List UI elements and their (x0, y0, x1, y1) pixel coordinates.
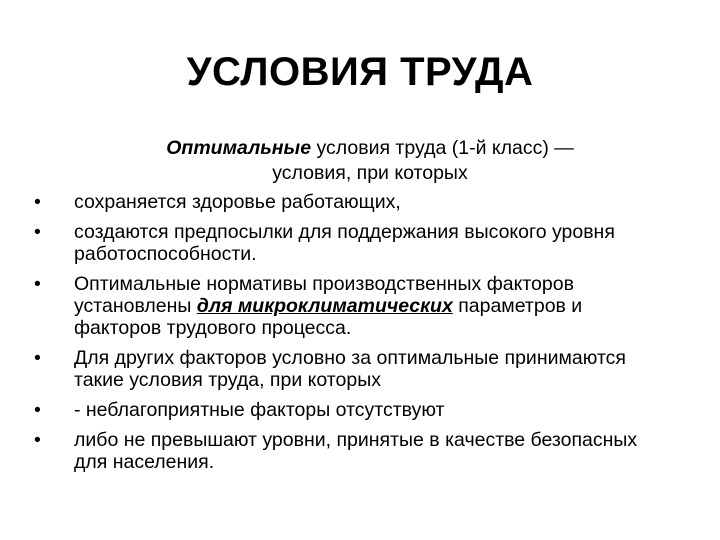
bullet-text-before: Оптимальные нормативы производственных факторов установлены (74, 273, 574, 317)
bullet-text: сохраняется здоровье работающих, (74, 191, 401, 213)
bullet-text-after: параметров и факторов трудового процесса. (74, 295, 583, 339)
list-item (34, 221, 674, 265)
bullet-icon: • (34, 429, 41, 451)
bullet-icon: • (34, 191, 41, 213)
bullet-text: - неблагоприятные факторы отсутствуют (74, 399, 445, 421)
list-item (34, 347, 674, 391)
intro-line2: условия, при которых (272, 162, 468, 184)
intro-lead-term: Оптимальные (166, 137, 312, 159)
slide-title: УСЛОВИЯ ТРУДА (186, 50, 534, 94)
bullet-emphasis: для микроклиматических (196, 295, 453, 317)
bullet-text: Для других факторов условно за оптимальные принимаются такие условия труда, при которых (74, 347, 626, 391)
bullet-list (34, 191, 674, 481)
list-item (34, 399, 674, 421)
intro-line1-rest: условия труда (1-й класс) — (316, 137, 574, 159)
list-item (34, 273, 674, 339)
bullet-text: создаются предпосылки для поддержания высокого уровня работоспособности. (74, 221, 615, 265)
list-item (34, 429, 674, 473)
intro-paragraph (70, 136, 670, 186)
bullet-icon: • (34, 347, 41, 369)
bullet-icon: • (34, 399, 41, 421)
bullet-icon: • (34, 221, 41, 243)
bullet-text: либо не превышают уровни, принятые в качестве безопасных для населения. (74, 429, 638, 473)
list-item (34, 191, 674, 213)
bullet-icon: • (34, 273, 41, 295)
